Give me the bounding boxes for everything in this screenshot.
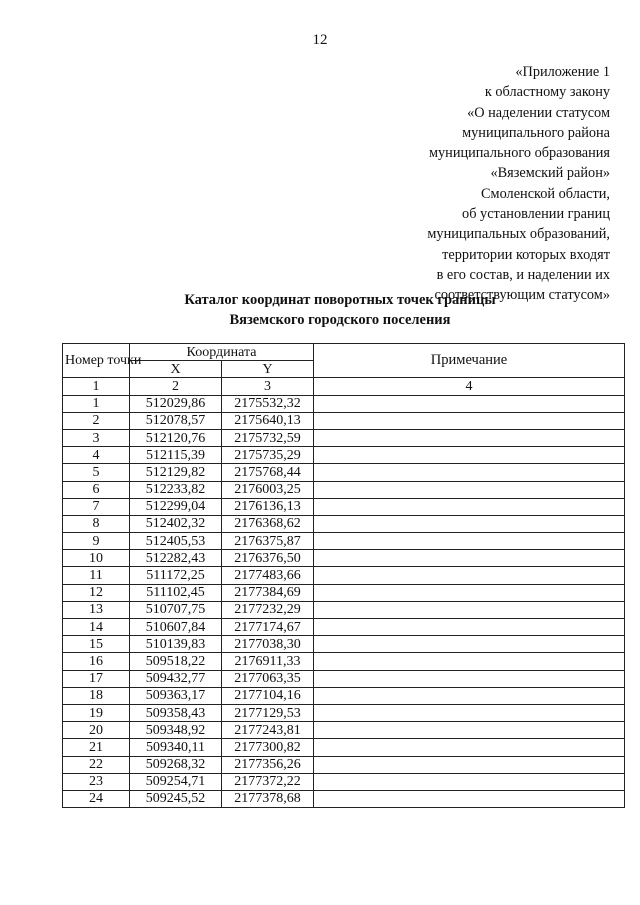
column-number: 2 xyxy=(130,378,222,395)
x-coordinate-cell: 512405,53 xyxy=(130,533,222,550)
point-number-cell: 8 xyxy=(63,515,130,532)
coordinates-table xyxy=(62,343,625,808)
x-coordinate-cell: 512233,82 xyxy=(130,481,222,498)
x-coordinate-cell: 510139,83 xyxy=(130,636,222,653)
point-number-cell: 15 xyxy=(63,636,130,653)
point-number-cell: 22 xyxy=(63,756,130,773)
point-number-cell: 13 xyxy=(63,601,130,618)
catalog-title xyxy=(60,290,620,330)
note-cell xyxy=(314,515,625,532)
point-number-cell: 4 xyxy=(63,447,130,464)
y-coordinate-cell: 2177232,29 xyxy=(222,601,314,618)
point-number-cell: 1 xyxy=(63,395,130,412)
y-coordinate-cell: 2177378,68 xyxy=(222,790,314,807)
x-coordinate-cell: 510607,84 xyxy=(130,619,222,636)
y-coordinate-cell: 2177104,16 xyxy=(222,687,314,704)
x-coordinate-cell: 509245,52 xyxy=(130,790,222,807)
catalog-title-line1: Каталог координат поворотных точек границы xyxy=(184,292,496,308)
note-cell xyxy=(314,790,625,807)
table-row xyxy=(63,412,625,429)
header-note: Примечание xyxy=(314,344,625,378)
note-cell xyxy=(314,704,625,721)
x-coordinate-cell: 511172,25 xyxy=(130,567,222,584)
table-row xyxy=(63,464,625,481)
table-row xyxy=(63,533,625,550)
y-coordinate-cell: 2176375,87 xyxy=(222,533,314,550)
y-coordinate-cell: 2175768,44 xyxy=(222,464,314,481)
point-number-cell: 17 xyxy=(63,670,130,687)
table-row xyxy=(63,498,625,515)
header-coordinate: Координата xyxy=(130,344,314,361)
note-cell xyxy=(314,687,625,704)
y-coordinate-cell: 2177243,81 xyxy=(222,722,314,739)
table-row xyxy=(63,739,625,756)
point-number-cell: 5 xyxy=(63,464,130,481)
table-row xyxy=(63,619,625,636)
point-number-cell: 12 xyxy=(63,584,130,601)
x-coordinate-cell: 509518,22 xyxy=(130,653,222,670)
y-coordinate-cell: 2175532,32 xyxy=(222,395,314,412)
note-cell xyxy=(314,636,625,653)
x-coordinate-cell: 512115,39 xyxy=(130,447,222,464)
point-number-cell: 19 xyxy=(63,704,130,721)
point-number-cell: 16 xyxy=(63,653,130,670)
appendix-line: «Приложение 1 xyxy=(515,64,610,80)
table-row xyxy=(63,481,625,498)
appendix-line: муниципального образования xyxy=(428,145,610,162)
appendix-line: территории которых входят xyxy=(442,246,610,263)
note-cell xyxy=(314,601,625,618)
x-coordinate-cell: 512299,04 xyxy=(130,498,222,515)
table-row xyxy=(63,687,625,704)
note-cell xyxy=(314,412,625,429)
point-number-cell: 7 xyxy=(63,498,130,515)
x-coordinate-cell: 509432,77 xyxy=(130,670,222,687)
y-coordinate-cell: 2177038,30 xyxy=(222,636,314,653)
x-coordinate-cell: 512120,76 xyxy=(130,429,222,446)
note-cell xyxy=(314,619,625,636)
x-coordinate-cell: 509254,71 xyxy=(130,773,222,790)
y-coordinate-cell: 2177063,35 xyxy=(222,670,314,687)
y-coordinate-cell: 2177174,67 xyxy=(222,619,314,636)
x-coordinate-cell: 511102,45 xyxy=(130,584,222,601)
x-coordinate-cell: 512129,82 xyxy=(130,464,222,481)
note-cell xyxy=(314,653,625,670)
table-row xyxy=(63,515,625,532)
note-cell xyxy=(314,533,625,550)
column-number: 3 xyxy=(222,378,314,395)
note-cell xyxy=(314,550,625,567)
header-point-number: Номер точки xyxy=(63,344,130,378)
catalog-title-line2: Вяземского городского поселения xyxy=(229,312,451,328)
x-coordinate-cell: 512282,43 xyxy=(130,550,222,567)
point-number-cell: 18 xyxy=(63,687,130,704)
table-row xyxy=(63,636,625,653)
table-row xyxy=(63,670,625,687)
column-number: 1 xyxy=(63,378,130,395)
table-row xyxy=(63,756,625,773)
point-number-cell: 20 xyxy=(63,722,130,739)
y-coordinate-cell: 2176911,33 xyxy=(222,653,314,670)
y-coordinate-cell: 2177483,66 xyxy=(222,567,314,584)
x-coordinate-cell: 512402,32 xyxy=(130,515,222,532)
y-coordinate-cell: 2176136,13 xyxy=(222,498,314,515)
table-row xyxy=(63,773,625,790)
table-row xyxy=(63,790,625,807)
appendix-reference xyxy=(380,62,610,306)
table-row xyxy=(63,601,625,618)
table-row xyxy=(63,653,625,670)
point-number-cell: 23 xyxy=(63,773,130,790)
point-number-cell: 6 xyxy=(63,481,130,498)
table-row xyxy=(63,550,625,567)
note-cell xyxy=(314,447,625,464)
appendix-line: Смоленской области, xyxy=(481,185,610,202)
note-cell xyxy=(314,584,625,601)
page-number: 12 xyxy=(312,32,328,48)
table-body xyxy=(63,395,625,808)
appendix-line: муниципальных образований, xyxy=(427,226,610,243)
appendix-line: муниципального района xyxy=(462,124,610,141)
x-coordinate-cell: 512029,86 xyxy=(130,395,222,412)
note-cell xyxy=(314,464,625,481)
note-cell xyxy=(314,722,625,739)
table-row xyxy=(63,429,625,446)
note-cell xyxy=(314,481,625,498)
note-cell xyxy=(314,739,625,756)
table-row xyxy=(63,704,625,721)
note-cell xyxy=(314,395,625,412)
point-number-cell: 24 xyxy=(63,790,130,807)
y-coordinate-cell: 2176376,50 xyxy=(222,550,314,567)
x-coordinate-cell: 509363,17 xyxy=(130,687,222,704)
note-cell xyxy=(314,567,625,584)
y-coordinate-cell: 2177300,82 xyxy=(222,739,314,756)
table-row xyxy=(63,567,625,584)
x-coordinate-cell: 512078,57 xyxy=(130,412,222,429)
appendix-line: об установлении границ xyxy=(462,206,610,223)
note-cell xyxy=(314,756,625,773)
point-number-cell: 11 xyxy=(63,567,130,584)
table-row xyxy=(63,395,625,412)
point-number-cell: 21 xyxy=(63,739,130,756)
appendix-line: в его состав, и наделении их xyxy=(436,266,610,283)
x-coordinate-cell: 509348,92 xyxy=(130,722,222,739)
appendix-line: соответствующим статусом» xyxy=(434,287,610,304)
x-coordinate-cell: 509358,43 xyxy=(130,704,222,721)
point-number-cell: 14 xyxy=(63,619,130,636)
y-coordinate-cell: 2176368,62 xyxy=(222,515,314,532)
x-coordinate-cell: 510707,75 xyxy=(130,601,222,618)
table-row xyxy=(63,447,625,464)
column-number: 4 xyxy=(314,378,625,395)
table-row xyxy=(63,722,625,739)
note-cell xyxy=(314,670,625,687)
x-coordinate-cell: 509340,11 xyxy=(130,739,222,756)
header-y: Y xyxy=(222,361,314,378)
note-cell xyxy=(314,498,625,515)
y-coordinate-cell: 2177384,69 xyxy=(222,584,314,601)
appendix-line: к областному закону xyxy=(484,84,610,101)
y-coordinate-cell: 2177372,22 xyxy=(222,773,314,790)
y-coordinate-cell: 2176003,25 xyxy=(222,481,314,498)
y-coordinate-cell: 2175732,59 xyxy=(222,429,314,446)
x-coordinate-cell: 509268,32 xyxy=(130,756,222,773)
note-cell xyxy=(314,429,625,446)
y-coordinate-cell: 2175640,13 xyxy=(222,412,314,429)
point-number-cell: 3 xyxy=(63,429,130,446)
point-number-cell: 9 xyxy=(63,533,130,550)
point-number-cell: 2 xyxy=(63,412,130,429)
point-number-cell: 10 xyxy=(63,550,130,567)
header-x: X xyxy=(130,361,222,378)
table-row xyxy=(63,584,625,601)
y-coordinate-cell: 2175735,29 xyxy=(222,447,314,464)
y-coordinate-cell: 2177129,53 xyxy=(222,704,314,721)
appendix-line: «Вяземский район» xyxy=(490,165,610,182)
note-cell xyxy=(314,773,625,790)
y-coordinate-cell: 2177356,26 xyxy=(222,756,314,773)
appendix-line: «О наделении статусом xyxy=(467,104,610,121)
